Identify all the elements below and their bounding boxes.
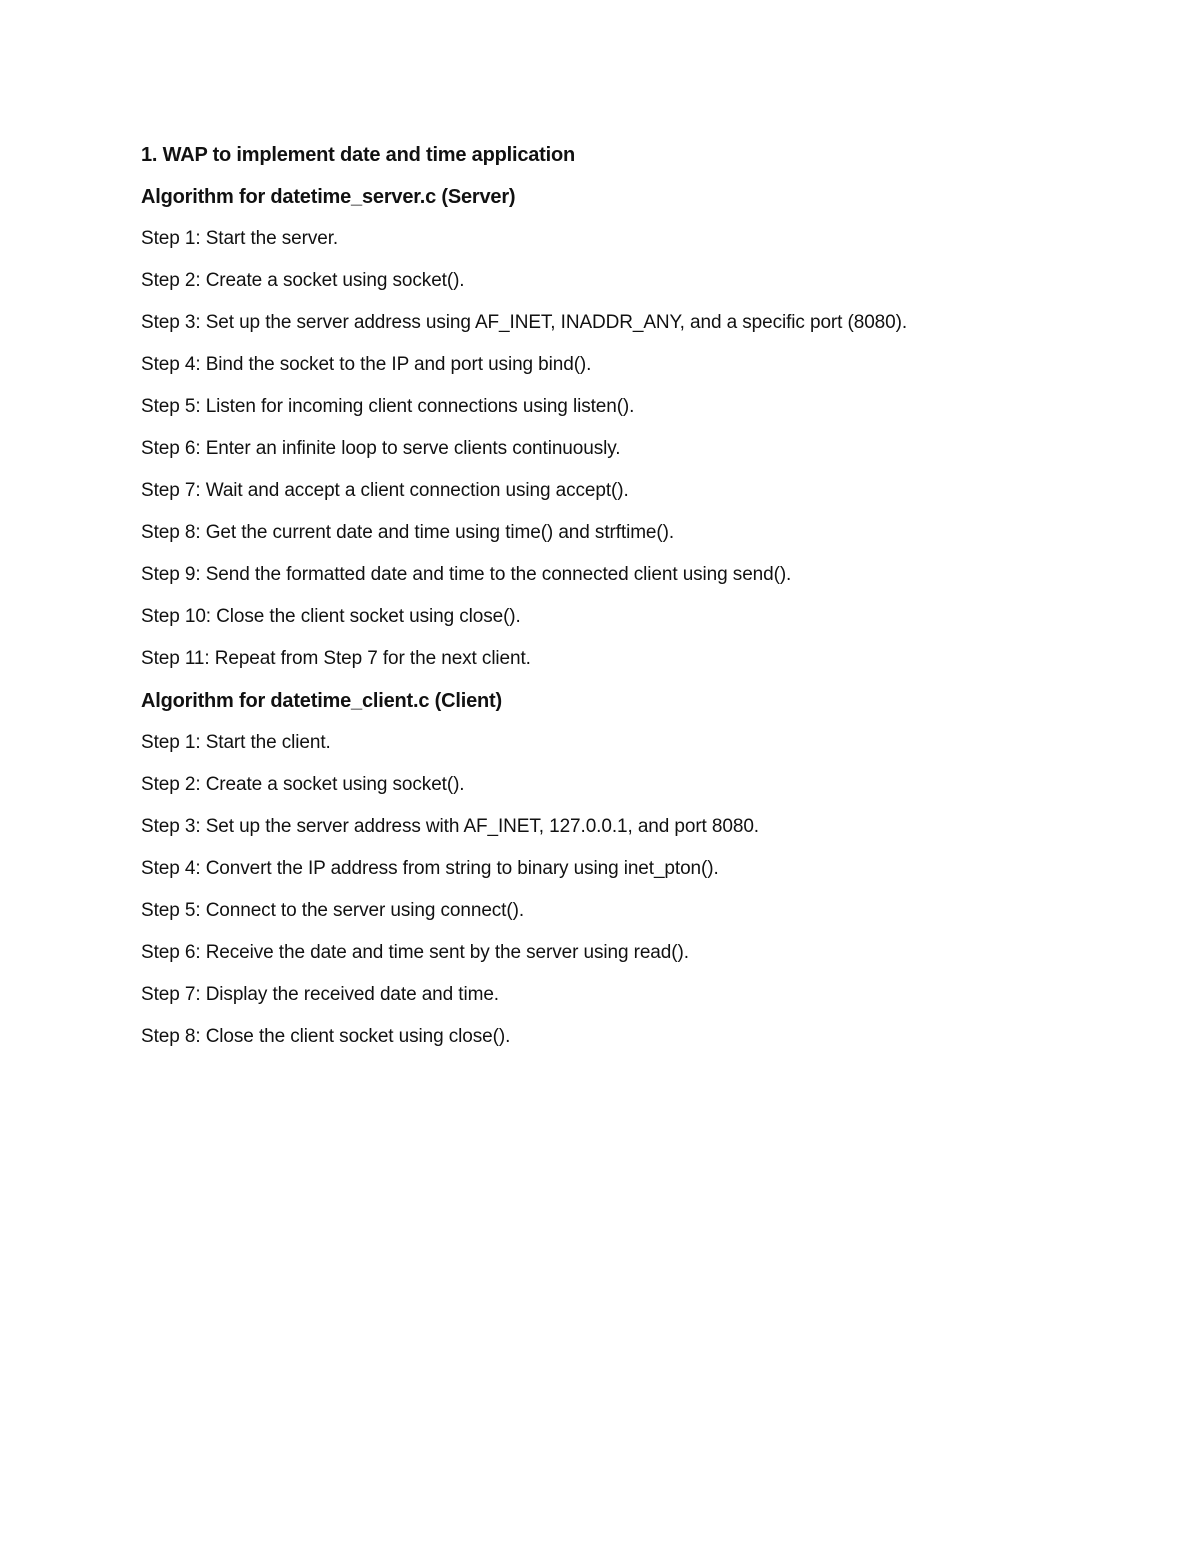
client-step: Step 2: Create a socket using socket().: [141, 774, 465, 795]
server-algorithm-heading: Algorithm for datetime_server.c (Server): [141, 186, 516, 208]
server-step: Step 11: Repeat from Step 7 for the next client.: [141, 648, 531, 669]
client-step: Step 8: Close the client socket using close().: [141, 1026, 511, 1047]
client-step: Step 7: Display the received date and time.: [141, 984, 499, 1005]
document-content: [141, 140, 1121, 1064]
document-title: 1. WAP to implement date and time application: [141, 144, 576, 166]
server-step: Step 7: Wait and accept a client connection using accept().: [141, 480, 629, 501]
server-step: Step 1: Start the server.: [141, 228, 339, 249]
server-step: Step 5: Listen for incoming client connections using listen().: [141, 396, 635, 417]
client-steps-list: [141, 728, 1121, 1064]
server-step: Step 9: Send the formatted date and time to the connected client using send().: [141, 564, 792, 585]
server-step: Step 6: Enter an infinite loop to serve clients continuously.: [141, 438, 621, 459]
client-step: Step 1: Start the client.: [141, 732, 331, 753]
server-step: Step 2: Create a socket using socket().: [141, 270, 465, 291]
server-step: Step 10: Close the client socket using close().: [141, 606, 521, 627]
client-step: Step 3: Set up the server address with AF_INET, 127.0.0.1, and port 8080.: [141, 816, 759, 837]
client-step: Step 5: Connect to the server using connect().: [141, 900, 524, 921]
client-step: Step 6: Receive the date and time sent by the server using read().: [141, 942, 689, 963]
client-algorithm-heading: Algorithm for datetime_client.c (Client): [141, 690, 502, 712]
server-steps-list: [141, 224, 1121, 686]
server-step: Step 3: Set up the server address using AF_INET, INADDR_ANY, and a specific port (8080).: [141, 312, 908, 333]
server-step: Step 4: Bind the socket to the IP and port using bind().: [141, 354, 592, 375]
client-step: Step 4: Convert the IP address from string to binary using inet_pton().: [141, 858, 719, 879]
server-step: Step 8: Get the current date and time using time() and strftime().: [141, 522, 675, 543]
